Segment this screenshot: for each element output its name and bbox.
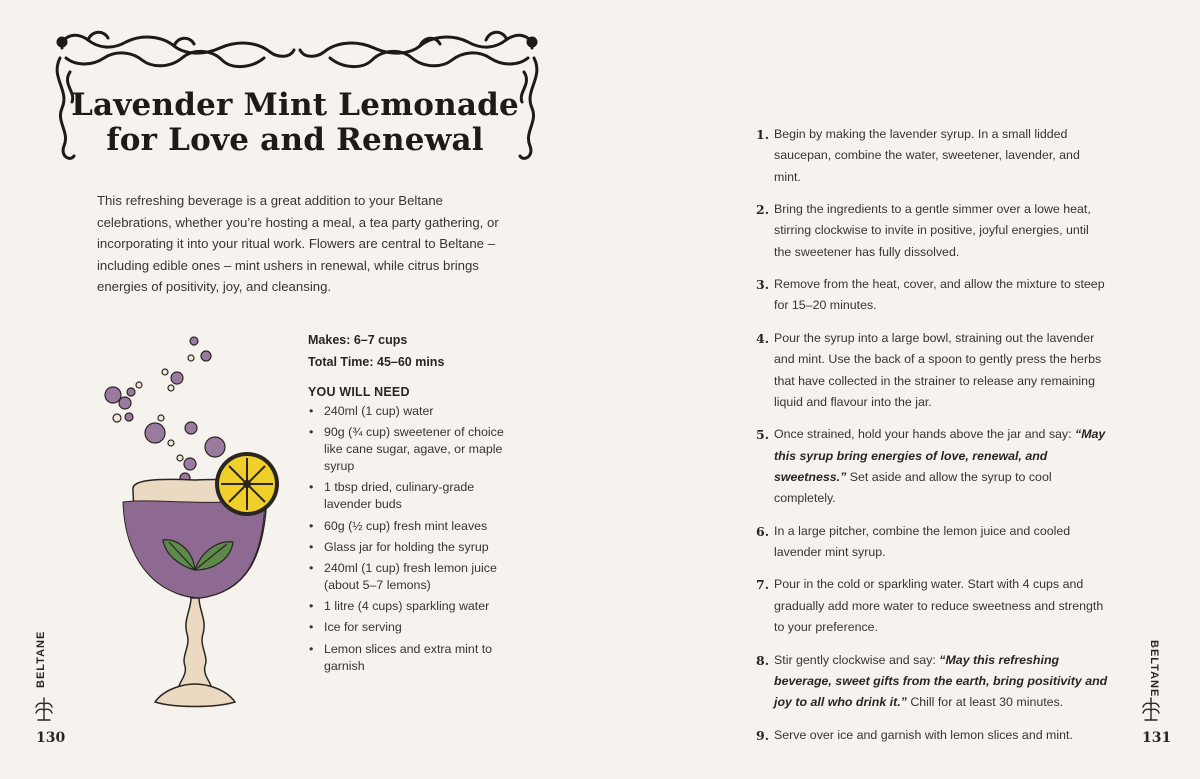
title-line-2: for Love and Renewal (106, 122, 484, 158)
list-item: • Glass jar for holding the syrup (308, 539, 504, 556)
list-item: • Lemon slices and extra mint to garnish (308, 641, 504, 675)
step-item (756, 124, 1108, 188)
step-item (756, 521, 1108, 564)
list-item: • Ice for serving (308, 619, 504, 636)
list-item: • 60g (½ cup) fresh mint leaves (308, 518, 504, 535)
list-item: • 240ml (1 cup) fresh lemon juice (about 5–7 lemons) (308, 560, 504, 594)
page-number-left: 130 (36, 730, 66, 746)
chapter-label-left: BELTANE (35, 630, 47, 688)
step-number: 4. (756, 330, 770, 346)
list-item: • 1 litre (4 cups) sparkling water (308, 598, 504, 615)
list-item: • 240ml (1 cup) water (308, 403, 504, 420)
page-number-right: 131 (1142, 730, 1172, 746)
step-number: 3. (756, 277, 770, 293)
step-text: Bring the ingredients to a gentle simmer over a lowe heat, stirring clockwise to invite in positive, joyful energies, until the sweetener has fully dissolved. (774, 202, 1091, 259)
step-text: Remove from the heat, cover, and allow the mixture to steep for 15–20 minutes. (774, 277, 1105, 313)
step-item (756, 199, 1108, 263)
step-text: In a large pitcher, combine the lemon juice and cooled lavender mint syrup. (774, 523, 1071, 559)
step-number: 8. (756, 652, 770, 668)
sprig-icon (1140, 696, 1162, 722)
recipe-title (60, 88, 530, 158)
step-text: Begin by making the lavender syrup. In a small lidded saucepan, combine the water, sweetener, lavender, and mint. (774, 127, 1080, 184)
step-number: 7. (756, 577, 770, 593)
total-time-label: Total Time: 45–60 mins (308, 354, 445, 369)
step-text: Pour the syrup into a large bowl, straining out the lavender and mint. Use the back of a spoon to gently press the herbs that have collected in the strainer to release any remaining liquid and flavour into the jar. (774, 330, 1102, 409)
step-number: 6. (756, 523, 770, 539)
step-text-after: Chill for at least 30 minutes. (906, 695, 1064, 710)
intro-paragraph: This refreshing beverage is a great addition to your Beltane celebrations, whether you’re hosting a meal, a tea party gathering, or incorporating it into your ritual work. Flowers are central to Beltane – including edible ones – mint ushers in renewal, while citrus brings energies of positivity, joy, and cleansing. (97, 193, 499, 295)
step-number: 9. (756, 727, 770, 743)
step-number: 2. (756, 202, 770, 218)
step-emphasis: “May this refreshing beverage, sweet gifts from the earth, bring positivity and joy to all who drink it.” (774, 652, 1108, 710)
step-text: Stir gently clockwise and say: (774, 652, 940, 667)
step-text-after: Set aside and allow the syrup to cool completely. (774, 469, 1052, 506)
you-will-need-heading: YOU WILL NEED (308, 385, 410, 399)
lemonade-glass-illustration (95, 330, 295, 730)
step-emphasis: “May this syrup bring energies of love, renewal, and sweetness.” (774, 427, 1106, 484)
chapter-label-right: BELTANE (1148, 640, 1160, 698)
lemon-slice (215, 452, 279, 516)
step-text: Once strained, hold your hands above the jar and say: (774, 427, 1076, 442)
title-line-1: Lavender Mint Lemonade (71, 87, 519, 123)
ingredient-list (308, 403, 504, 675)
method-steps (756, 124, 1108, 757)
step-number: 5. (756, 427, 770, 443)
step-item (756, 725, 1108, 746)
step-item (756, 424, 1108, 509)
sprig-icon (33, 696, 55, 722)
step-item (756, 328, 1108, 413)
list-item: • 1 tbsp dried, culinary-grade lavender buds (308, 479, 504, 513)
makes-label: Makes: 6–7 cups (308, 333, 408, 347)
step-item (756, 574, 1108, 638)
list-item: • 90g (¾ cup) sweetener of choice like cane sugar, agave, or maple syrup (308, 424, 504, 475)
recipe-meta (308, 330, 508, 679)
step-number: 1. (756, 127, 770, 142)
step-item (756, 274, 1108, 317)
step-text: Pour in the cold or sparkling water. Start with 4 cups and gradually add more water to reduce sweetness and strength to your preference. (774, 577, 1104, 635)
step-item (756, 650, 1108, 714)
step-text: Serve over ice and garnish with lemon slices and mint. (774, 727, 1073, 742)
